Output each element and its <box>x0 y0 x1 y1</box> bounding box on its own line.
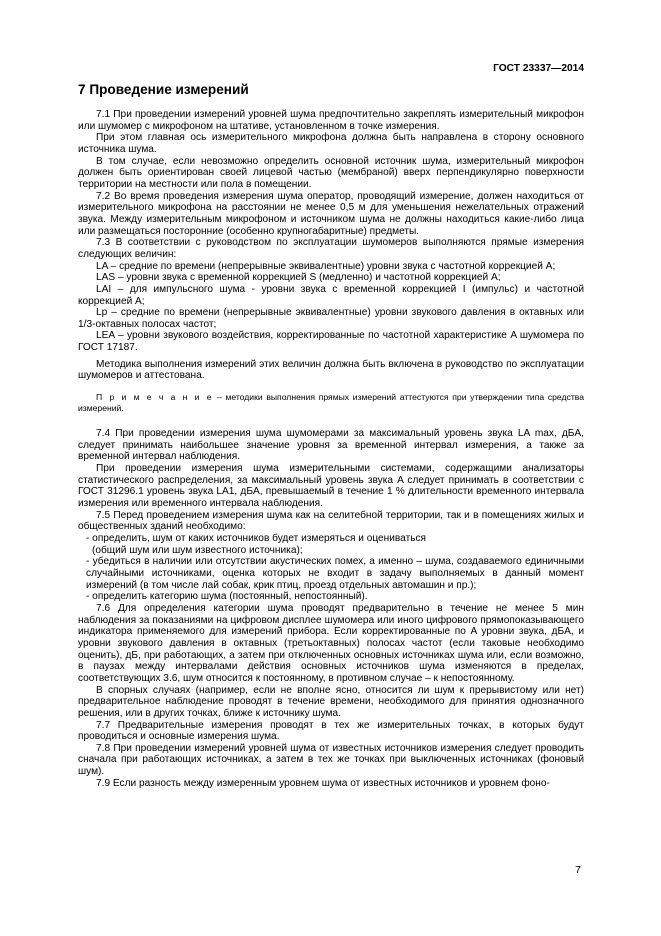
paragraph: 7.6 Для определения категории шума проводят предварительно в течение не менее 5 мин наблюдения за показаниями на цифровом дисплее шумомера или иного цифрового прямопоказывающего индикатора применяемого для измерений прибора. Если корректированные по A уровни звука, дБA, и уровни звукового давления в октавных (третьоктавных) полосах частот (если таковые необходимо оценить), дБ, при работающих, а затем при отключенных основных источниках шума или, если возможно, в паузах между интервалами действия основных источников шума изменяются в пределах, соответствующих 3.6, шум относится к постоянному, в противном случае – к непостоянному. <box>78 602 584 684</box>
paragraph: 7.3 В соответствии с руководством по эксплуатации шумомеров выполняются прямые измерения следующих величин: <box>78 237 584 260</box>
list-item: (общий шум или шум известного источника); <box>92 544 303 556</box>
note-label: П р и м е ч а н и е <box>96 392 214 403</box>
paragraph: При проведении измерения шума измерительными системами, содержащими анализаторы статистического распределения, за максимальный уровень звука A следует принимать в соответствии с ГОСТ 31296.1 уровень звука LA1, дБA, превышаемый в течение 1 % длительности временного интервала измерения или временного интервала наблюдения. <box>78 463 584 510</box>
paragraph: В спорных случаях (например, если не вполне ясно, относится ли шум к прерывистому или нет) предварительное наблюдение проводят в течение времени, необходимого для принятия однозначного решения, или в других точках, ближе к источнику шума. <box>78 684 584 719</box>
quantity-definition: Lp – средние по времени (непрерывные эквивалентные) уровни звукового давления в октавных или 1/3-октавных полосах частот; <box>78 307 584 330</box>
paragraph: 7.5 Перед проведением измерения шума как на селитебной территории, так и в помещениях жилых и общественных зданий необходимо: <box>78 509 584 533</box>
note-text: – методики выполнения прямых измерений аттестуются при утверждении типа средства измерений. <box>78 392 584 414</box>
list-item: - определить категорию шума (постоянный, непостоянный). <box>86 591 368 603</box>
quantity-definition: LAS – уровни звука с временной коррекцией S (медленно) и частотной коррекцией A; <box>96 272 501 284</box>
note <box>78 392 584 414</box>
paragraph: 7.2 Во время проведения измерения шума оператор, проводящий измерение, должен находиться от измерительного микрофона на расстоянии не менее 0,5 м для уменьшения нежелательных отражений звука. Между измерительным микрофоном и источником шума не должны находиться какие-либо лица или размещаться посторонние (особенно крупногабаритные) предметы. <box>78 190 584 237</box>
standard-code: ГОСТ 23337—2014 <box>493 63 584 74</box>
paragraph: Методика выполнения измерений этих величин должна быть включена в руководство по эксплуатации шумомеров и аттестована. <box>78 358 584 382</box>
page-number: 7 <box>575 864 581 876</box>
paragraph: 7.8 При проведении измерений уровней шума от известных источников измерения следует проводить сначала при работающих источниках, а затем в тех же точках при выключенных источниках (фоновый шум). <box>78 742 584 778</box>
paragraph: В том случае, если невозможно определить основной источник шума, измерительный микрофон должен быть ориентирован своей лицевой частью (мембраной) вверх перпендикулярно поверхности территории на местности или пола в помещении. <box>78 155 584 190</box>
paragraph: 7.4 При проведении измерения шума шумомерами за максимальный уровень звука LA max, дБA, следует принимать наибольшее значение уровня за временной интервал измерения, а также за временной интервал наблюдения. <box>78 428 584 463</box>
quantity-definition: LA – средние по времени (непрерывные эквивалентные) уровни звука с частотной коррекцией A; <box>96 260 556 272</box>
section-title: 7 Проведение измерений <box>78 82 249 97</box>
body-text <box>78 109 584 789</box>
list-item: - убедиться в наличии или отсутствии акустических помех, а именно – шума, создаваемого единичными случайными источниками, оценка которых не входит в задачу выполняемых в данный момент измерений (в том числе лай собак, крик птиц, проезд отдельных автомашин и пр.); <box>86 556 584 591</box>
paragraph: 7.1 При проведении измерений уровней шума предпочтительно закреплять измерительный микрофон или шумомер с микрофоном на штативе, установленном в точке измерения. <box>78 109 584 132</box>
paragraph: 7.9 Если разность между измеренным уровнем шума от известных источников и уровнем фоно- <box>96 777 550 789</box>
paragraph: 7.7 Предварительные измерения проводят в тех же измерительных точках, в которых будут проводиться и основные измерения шума. <box>78 719 584 743</box>
list-item: - определить, шум от каких источников будет измеряться и оцениваться <box>86 533 427 544</box>
quantity-definition: LEA – уровни звукового воздействия, корректированные по частотной характеристике A шумомера по ГОСТ 17187. <box>78 330 584 354</box>
paragraph: При этом главная ось измерительного микрофона должна быть направлена в сторону основного источника шума. <box>78 132 584 155</box>
quantity-definition: LAI – для импульсного шума - уровни звука с временной коррекцией I (импульс) и частотной коррекцией A; <box>78 283 584 307</box>
